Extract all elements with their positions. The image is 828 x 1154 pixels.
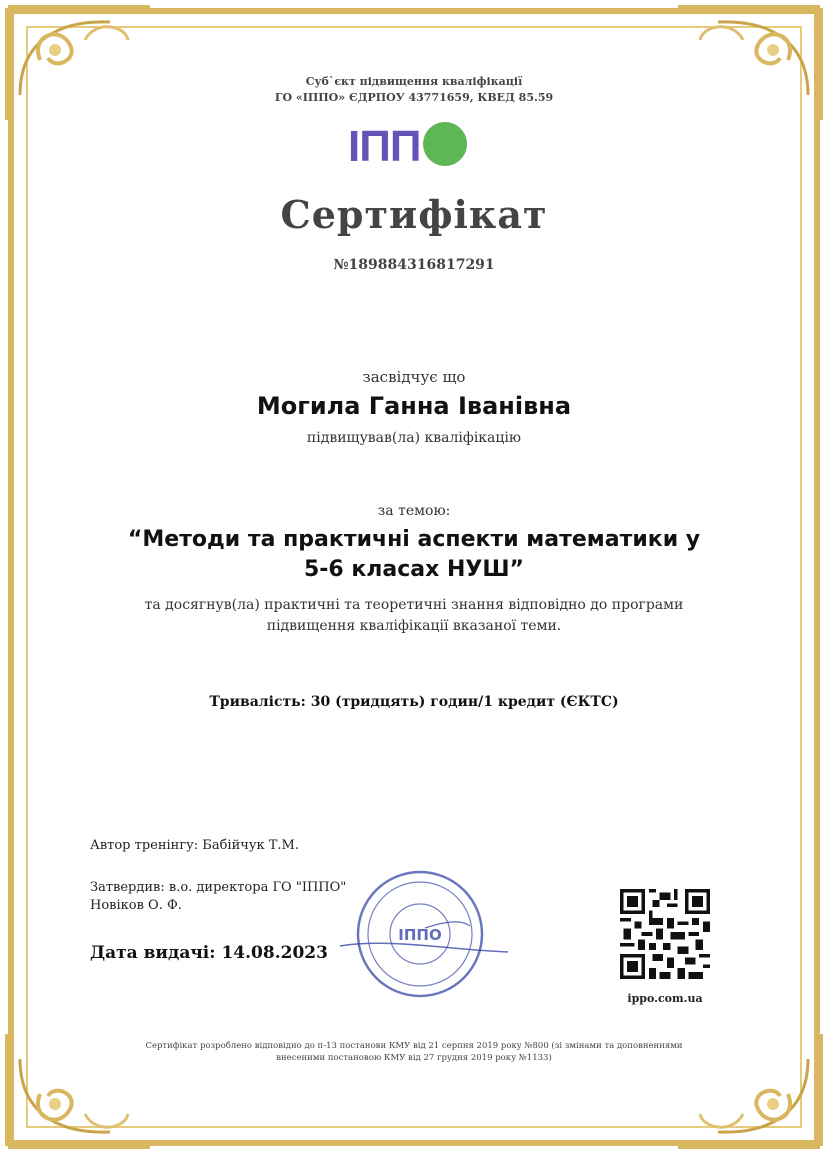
legal-footer: Сертифікат розроблено відповідно до п-13 постанови КМУ від 21 серпня 2019 року №800 (зі змінами та доповненнями внесеними постановою КМУ від 27 грудня 2019 року №1133) [145, 1041, 683, 1063]
ippo-logo-text: ІПП [348, 122, 421, 167]
certificate-title: Сертифікат [280, 192, 548, 237]
achieved-line-1: та досягнув(ла) практичні та теоретичні знання відповідно до програми [144, 597, 684, 613]
achieved-line-2: підвищення кваліфікації вказаної теми. [266, 618, 562, 634]
recipient-name: Могила Ганна Іванівна [256, 392, 572, 420]
training-author: Автор тренінгу: Бабійчук Т.М. [90, 838, 300, 853]
official-stamp [330, 868, 510, 1000]
subject-line-2: ГО «ІППО» ЄДРПОУ 43771659, КВЕД 85.59 [274, 91, 554, 104]
certifies-text: засвідчує що [362, 368, 466, 386]
approved-by [90, 879, 346, 915]
ippo-logo [348, 121, 468, 167]
subject-info [0, 74, 828, 106]
issue-date: Дата видачі: 14.08.2023 [90, 943, 328, 963]
course-duration: Тривалість: 30 (тридцять) годин/1 кредит (ЄКТС) [209, 694, 619, 710]
qr-code[interactable] [620, 889, 710, 979]
stamp-text: ІППО [398, 926, 442, 944]
website-label[interactable]: ippo.com.ua [627, 992, 703, 1005]
approved-line-1: Затвердив: в.о. директора ГО "ІППО" [90, 880, 347, 895]
subject-line-1: Суб`єкт підвищення кваліфікації [305, 75, 523, 88]
certificate-number: №189884316817291 [333, 257, 495, 273]
improved-qualification-text: підвищував(ла) кваліфікацію [306, 430, 522, 446]
achievement-text [0, 595, 828, 637]
on-topic-label: за темою: [377, 503, 451, 519]
approved-line-2: Новіков О. Ф. [90, 898, 182, 913]
ippo-logo-circle [423, 122, 467, 166]
course-topic [0, 525, 828, 585]
topic-line-2: 5-6 класах НУШ” [303, 557, 525, 582]
topic-line-1: “Методи та практичні аспекти математики у [127, 527, 701, 552]
